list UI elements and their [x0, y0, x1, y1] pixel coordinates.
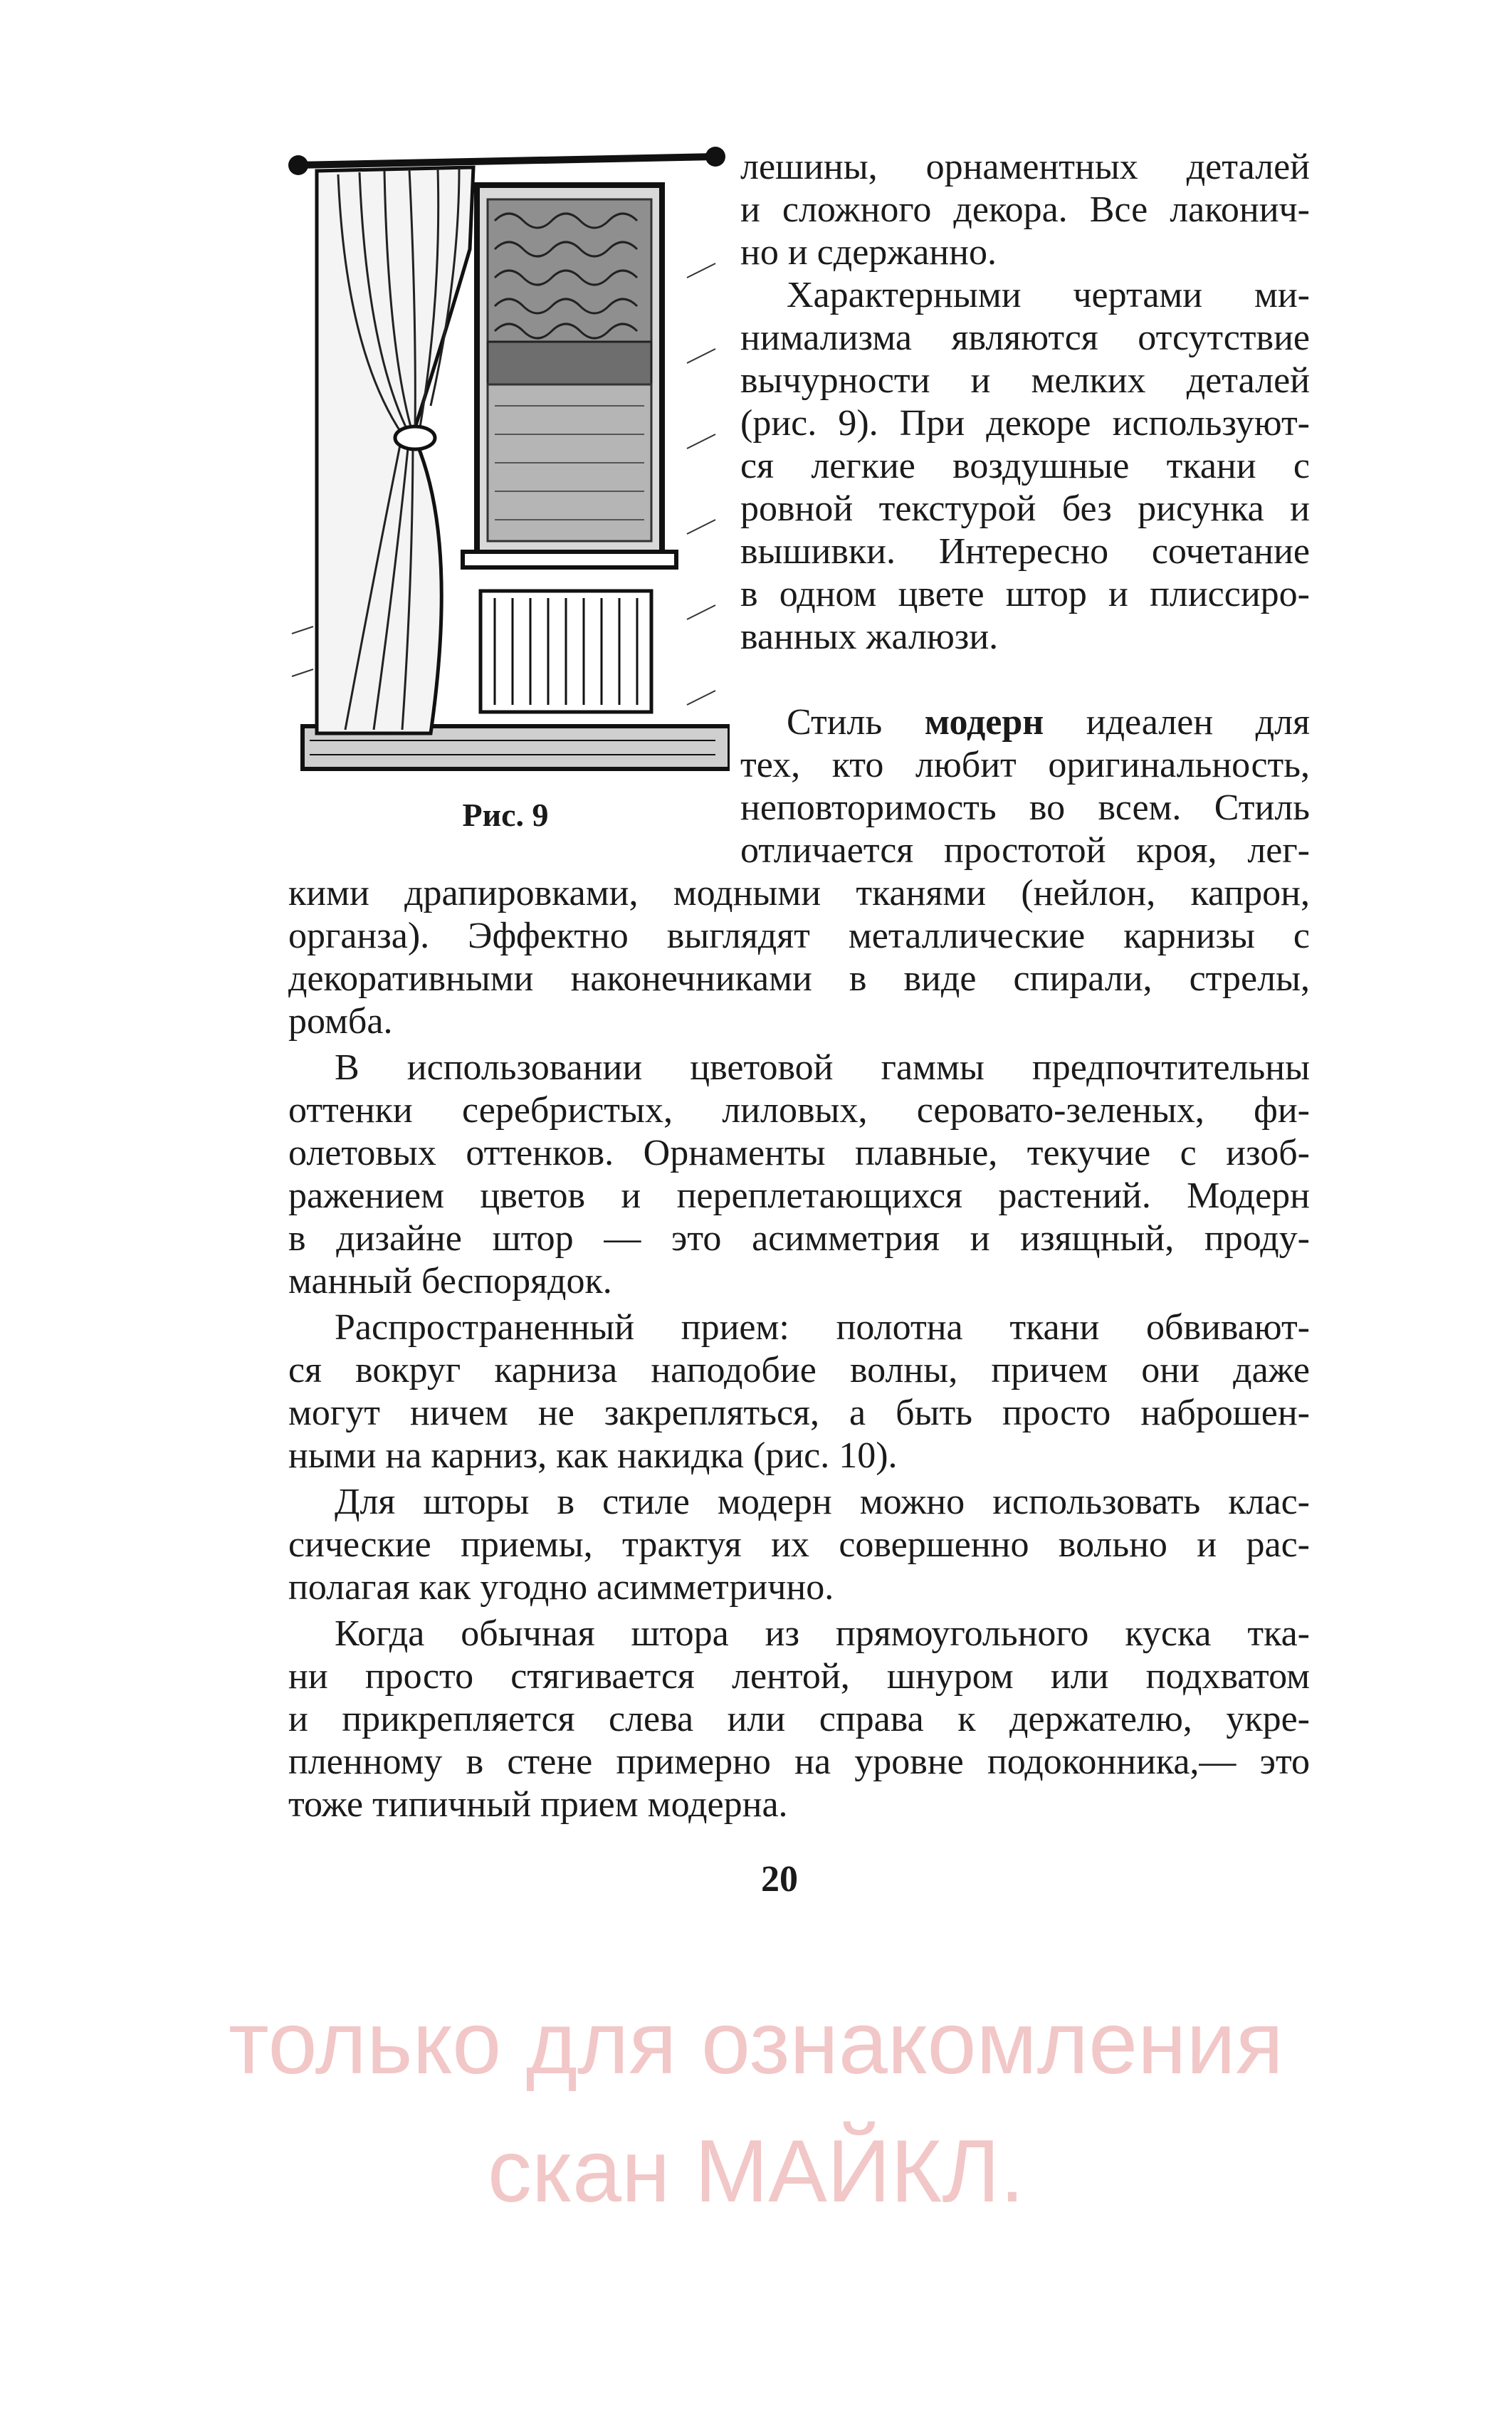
text-line: нимализма являются отсутствие: [740, 318, 1310, 358]
text-line: Когда обычная штора из прямоугольного куска тка-: [335, 1613, 1310, 1654]
watermark-line-2: скан МАЙКЛ.: [487, 2122, 1025, 2221]
text-line: манный беспорядок.: [288, 1261, 612, 1301]
text-line: тех, кто любит оригинальность,: [740, 745, 1310, 785]
text-line: Распространенный прием: полотна ткани обвивают-: [335, 1307, 1310, 1348]
text-line: отличается простотой кроя, лег-: [740, 830, 1310, 871]
bold-term-modern: модерн: [924, 702, 1044, 743]
figure-caption: Рис. 9: [462, 797, 549, 833]
text-line: но и сдержанно.: [740, 232, 997, 273]
text-line-modern-intro: Стиль модерн идеален для: [787, 702, 1310, 743]
text-line: ровной текстурой без рисунка и: [740, 488, 1310, 529]
text-line: лешины, орнаментных деталей: [740, 147, 1310, 187]
text-line: и сложного декора. Все лаконич-: [740, 189, 1310, 230]
text-line: и прикрепляется слева или справа к держателю, укре-: [288, 1699, 1310, 1739]
text-line: пленному в стене примерно на уровне подоконника,— это: [288, 1742, 1310, 1782]
text-line: ромба.: [288, 1001, 393, 1042]
text-line: могут ничем не закрепляться, а быть просто наброшен-: [288, 1393, 1310, 1433]
page-number: 20: [761, 1859, 798, 1900]
text-line: ся легкие воздушные ткани с: [740, 446, 1310, 486]
text-line: декоративными наконечниками в виде спирали, стрелы,: [288, 958, 1310, 999]
text-line: в дизайне штор — это асимметрия и изящный, проду-: [288, 1218, 1310, 1259]
text-line: неповторимость во всем. Стиль: [740, 787, 1310, 828]
text-line: органза). Эффектно выглядят металлические карнизы с: [288, 916, 1310, 956]
text-line: (рис. 9). При декоре используют-: [740, 403, 1310, 444]
text-line: ражением цветов и переплетающихся растений. Модерн: [288, 1175, 1310, 1216]
text-line: ными на карниз, как накидка (рис. 10).: [288, 1435, 898, 1476]
text-line: ни просто стягивается лентой, шнуром или подхватом: [288, 1656, 1310, 1697]
text-line: ванных жалюзи.: [740, 617, 999, 657]
text-line: ся вокруг карниза наподобие волны, причем они даже: [288, 1350, 1310, 1390]
watermark-line-1: только для ознакомления: [229, 1994, 1283, 2093]
text-line: вычурности и мелких деталей: [740, 360, 1310, 401]
text-line: кими драпировками, модными тканями (нейлон, капрон,: [288, 873, 1310, 913]
text-line: Для шторы в стиле модерн можно использовать клас-: [335, 1482, 1310, 1522]
text-line: оттенки серебристых, лиловых, серовато-зеленых, фи-: [288, 1090, 1310, 1131]
text-line: полагая как угодно асимметрично.: [288, 1567, 834, 1608]
curtain-illustration: [288, 135, 730, 776]
text-line: Характерными чертами ми-: [787, 275, 1310, 315]
text-line: В использовании цветовой гаммы предпочтительны: [335, 1047, 1310, 1088]
text-line: вышивки. Интересно сочетание: [740, 531, 1310, 572]
text-line: тоже типичный прием модерна.: [288, 1784, 788, 1825]
text-line: в одном цвете штор и плиссиро-: [740, 574, 1310, 614]
text-line: олетовых оттенков. Орнаменты плавные, текучие с изоб-: [288, 1133, 1310, 1173]
text-line: сические приемы, трактуя их совершенно вольно и рас-: [288, 1524, 1310, 1565]
